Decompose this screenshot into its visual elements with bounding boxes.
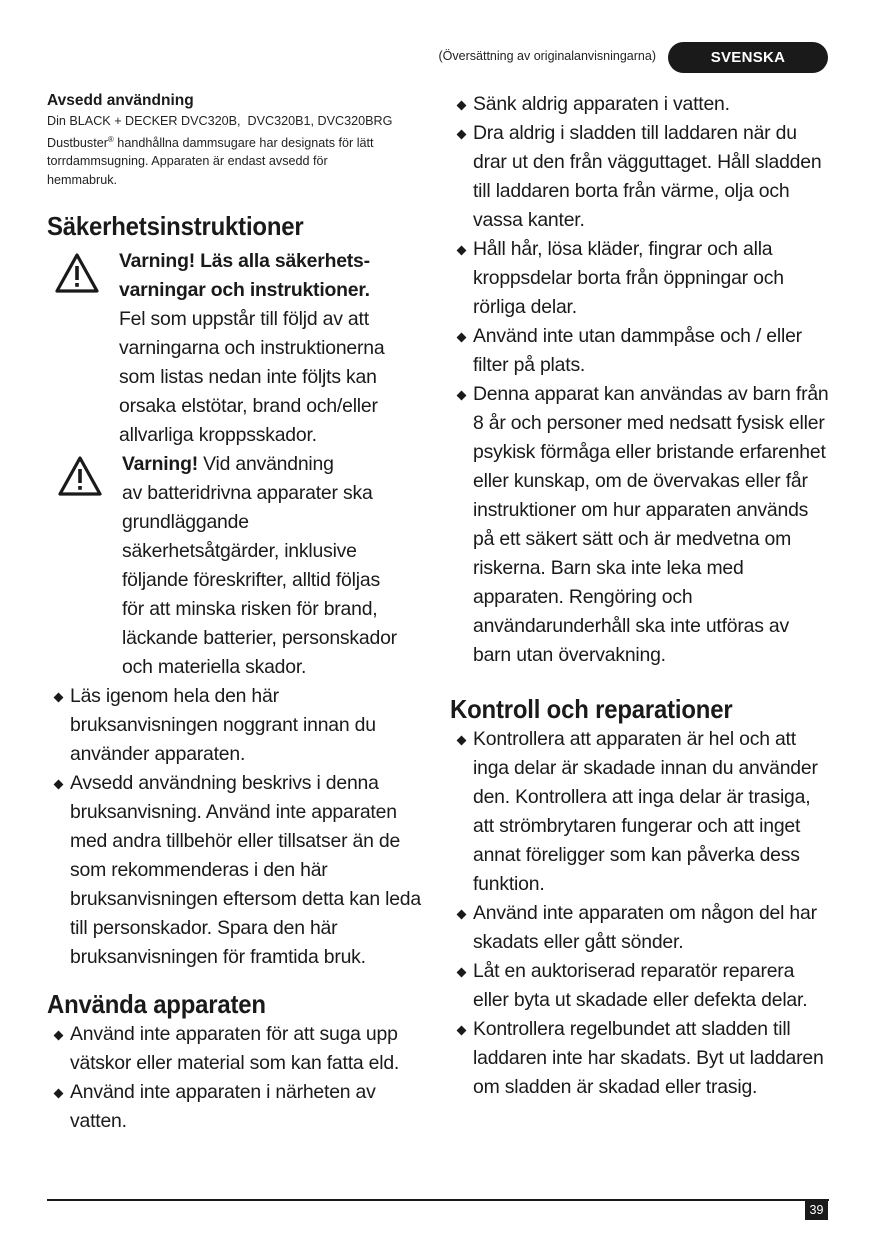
bullet-diamond-icon bbox=[54, 780, 64, 790]
bullet-diamond-icon bbox=[457, 101, 467, 111]
footer-divider bbox=[47, 1199, 829, 1201]
bullet-text: Dra aldrig i sladden till laddaren när du drar ut den från vägguttaget. Håll sladden till laddaren borta från värme, olja och vassa kanter. bbox=[473, 122, 822, 231]
warning-2-bold: Varning! bbox=[122, 453, 198, 476]
list-item bbox=[47, 682, 429, 769]
bullet-diamond-icon bbox=[54, 1031, 64, 1041]
warning-1-bold: Varning! Läs alla säkerhets- varningar och instruktioner. bbox=[119, 250, 370, 302]
right-bullet-list bbox=[450, 90, 832, 670]
list-item bbox=[450, 957, 832, 1015]
warning-triangle-icon bbox=[54, 252, 100, 294]
warning-1-text: Fel som uppstår till följd av att varningarna och instruktionerna som listas nedan inte följts kan orsaka elstötar, brand och/eller allvarliga kroppsskador. bbox=[119, 308, 385, 447]
list-item bbox=[450, 380, 832, 670]
warning-triangle-icon bbox=[57, 455, 103, 497]
using-heading: Använda apparaten bbox=[47, 989, 266, 1020]
bullet-text: Kontrollera regelbundet att sladden till laddaren inte har skadats. Byt ut laddaren om sladden är skadad eller trasig. bbox=[473, 1018, 824, 1098]
translation-note: (Översättning av originalanvisningarna) bbox=[438, 49, 656, 63]
list-item bbox=[450, 725, 832, 899]
list-item bbox=[450, 90, 832, 119]
bullet-diamond-icon bbox=[457, 391, 467, 401]
bullet-text: Låt en auktoriserad reparatör reparera eller byta ut skadade eller defekta delar. bbox=[473, 960, 808, 1011]
list-item bbox=[450, 119, 832, 235]
bullet-text: Använd inte apparaten för att suga upp vätskor eller material som kan fatta eld. bbox=[70, 1023, 400, 1075]
bullet-text: Använd inte apparaten om någon del har skadats eller gått sönder. bbox=[473, 902, 817, 953]
left-column bbox=[47, 90, 429, 1136]
bullet-diamond-icon bbox=[457, 736, 467, 746]
using-bullet-list bbox=[47, 1020, 429, 1136]
warning-2-text: Vid användning av batteridrivna apparater ska grundläggande säkerhetsåtgärder, inklusive följande föreskrifter, alltid följas för att minska risken för brand, läckande batterier, personskador och materiella skador. bbox=[122, 453, 397, 679]
inspection-bullet-list bbox=[450, 725, 832, 1102]
inspection-heading: Kontroll och reparationer bbox=[450, 694, 733, 724]
intended-use-title: Avsedd användning bbox=[47, 92, 194, 109]
bullet-text: Använd inte utan dammpåse och / eller filter på plats. bbox=[473, 325, 802, 376]
warning-block-2 bbox=[47, 450, 429, 682]
bullet-diamond-icon bbox=[457, 1026, 467, 1036]
bullet-text: Läs igenom hela den här bruksanvisningen noggrant innan du använder apparaten. bbox=[70, 685, 376, 766]
list-item bbox=[47, 1078, 429, 1136]
list-item bbox=[450, 322, 832, 380]
bullet-diamond-icon bbox=[457, 333, 467, 343]
right-column bbox=[450, 90, 832, 1102]
language-badge: SVENSKA bbox=[668, 42, 828, 73]
safety-heading: Säkerhetsinstruktioner bbox=[47, 211, 304, 242]
bullet-diamond-icon bbox=[457, 246, 467, 256]
bullet-text: Kontrollera att apparaten är hel och att inga delar är skadade innan du använder den. Kontrollera att inga delar är trasiga, att strömbrytaren fungerar och att inget annat föreligger som kan påverka dess funktion. bbox=[473, 728, 818, 895]
list-item bbox=[450, 1015, 832, 1102]
bullet-diamond-icon bbox=[457, 910, 467, 920]
bullet-text: Avsedd användning beskrivs i denna bruksanvisning. Använd inte apparaten med andra tillbehör eller tillsatser än de som rekommenderas i den här bruksanvisningen eftersom detta kan leda till personskador. Spara den här bruksanvisningen för framtida bruk. bbox=[70, 772, 421, 969]
bullet-text: Håll hår, lösa kläder, fingrar och alla kroppsdelar borta från öppningar och rörliga delar. bbox=[473, 238, 784, 318]
bullet-diamond-icon bbox=[457, 130, 467, 140]
warning-block-1 bbox=[47, 247, 429, 450]
bullet-text: Denna apparat kan användas av barn från 8 år och personer med nedsatt fysisk eller psykisk förmåga eller bristande erfarenhet eller kunskap, om de övervakas eller får instruktioner om hur apparaten används på ett säkert sätt och är medvetna om riskerna. Barn ska inte leka med apparaten. Rengöring och användarunderhåll ska inte utföras av barn utan övervakning. bbox=[473, 383, 829, 666]
safety-bullet-list bbox=[47, 682, 429, 972]
list-item bbox=[450, 899, 832, 957]
list-item bbox=[47, 769, 429, 972]
bullet-diamond-icon bbox=[54, 1089, 64, 1099]
bullet-diamond-icon bbox=[457, 968, 467, 978]
page-number: 39 bbox=[805, 1200, 828, 1220]
bullet-text: Sänk aldrig apparaten i vatten. bbox=[473, 93, 730, 115]
list-item bbox=[47, 1020, 429, 1078]
list-item bbox=[450, 235, 832, 322]
intended-use-text: Din BLACK + DECKER DVC320B, DVC320B1, DVC320BRG Dustbuster® handhållna dammsugare har designats för lätt torrdammsugning. Apparaten är endast avsedd för hemmabruk. bbox=[47, 114, 393, 187]
bullet-text: Använd inte apparaten i närheten av vatten. bbox=[70, 1081, 376, 1133]
bullet-diamond-icon bbox=[54, 693, 64, 703]
